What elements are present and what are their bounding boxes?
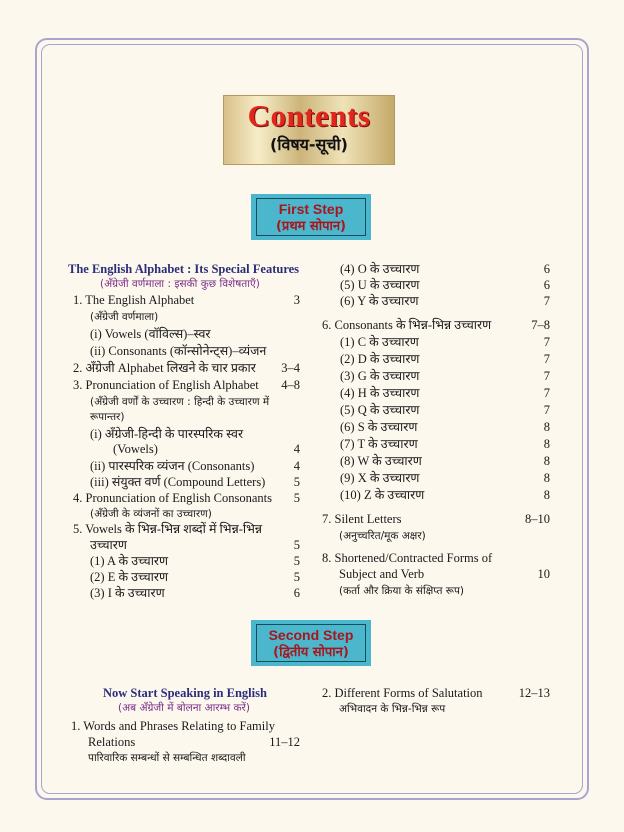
toc-entry: 2. Different Forms of Salutation <box>322 686 483 700</box>
toc-entry: 6. Consonants के भिन्न-भिन्न उच्चारण <box>322 318 492 332</box>
toc-subentry: (4) H के उच्चारण <box>340 386 420 400</box>
toc-subentry: (10) Z के उच्चारण <box>340 488 425 502</box>
toc-page: 8 <box>543 488 550 502</box>
toc-page: 8 <box>543 471 550 485</box>
contents-banner <box>223 95 395 165</box>
toc-entry: 7. Silent Letters <box>322 512 402 526</box>
toc-page: 7 <box>543 352 550 366</box>
section-heading-hi: (अँग्रेजी वर्णमाला : इसकी कुछ विशेषताएँ) <box>100 278 260 290</box>
toc-page: 7–8 <box>531 318 550 332</box>
toc-subentry: (7) T के उच्चारण <box>340 437 418 451</box>
toc-page: 5 <box>293 538 300 552</box>
toc-subentry: (3) I के उच्चारण <box>90 586 165 600</box>
toc-entry: 8. Shortened/Contracted Forms of <box>322 551 493 565</box>
toc-page: 6 <box>543 262 550 276</box>
toc-entry-hi: रूपान्तर) <box>90 411 125 423</box>
toc-page: 11–12 <box>269 735 300 749</box>
toc-page: 10 <box>537 567 550 581</box>
toc-subentry: (4) O के उच्चारण <box>340 262 420 276</box>
toc-entry-hi: पारिवारिक सम्बन्धों से सम्बन्धित शब्दावली <box>88 752 246 764</box>
second-step-box <box>251 620 371 666</box>
toc-subentry: (iii) संयुक्त वर्ण (Compound Letters) <box>90 475 266 489</box>
toc-page: 6 <box>543 278 550 292</box>
toc-subentry: (i) अँग्रेजी-हिन्दी के पारस्परिक स्वर <box>90 427 244 441</box>
toc-entry: 2. अँग्रेजी Alphabet लिखने के चार प्रकार <box>73 361 256 375</box>
toc-page: 6 <box>293 586 300 600</box>
toc-entry-hi: (कर्ता और क्रिया के संक्षिप्त रूप) <box>339 585 465 597</box>
toc-page: 7 <box>543 369 550 383</box>
section-heading: The English Alphabet : Its Special Features <box>68 262 300 276</box>
toc-page: 12–13 <box>518 686 550 700</box>
toc-entry: Subject and Verb <box>339 567 425 581</box>
toc-entry-hi: (अँग्रेजी के व्यंजनों का उच्चारण) <box>90 508 212 520</box>
toc-subentry: (3) G के उच्चारण <box>340 369 420 383</box>
toc-page: 7 <box>543 386 550 400</box>
contents-title: Contents <box>247 98 371 133</box>
toc-page: 3 <box>293 293 300 307</box>
toc-page: 5 <box>293 570 300 584</box>
toc-entry: उच्चारण <box>90 538 127 552</box>
toc-subentry: (5) Q के उच्चारण <box>340 403 420 417</box>
toc-subentry: (Vowels) <box>113 442 158 456</box>
toc-page: 8–10 <box>525 512 550 526</box>
section-heading: Now Start Speaking in English <box>103 686 267 700</box>
first-step-title-hi: (प्रथम सोपान) <box>275 219 346 234</box>
toc-page: 3–4 <box>281 361 300 375</box>
toc-subentry: (1) A के उच्चारण <box>90 554 169 568</box>
first-step-title: First Step <box>278 201 344 217</box>
second-step-title: Second Step <box>268 627 354 643</box>
toc-entry: 1. Words and Phrases Relating to Family <box>71 719 275 733</box>
toc-subentry: (2) E के उच्चारण <box>90 570 169 584</box>
toc-subentry: (6) S के उच्चारण <box>340 420 418 434</box>
toc-subentry: (9) X के उच्चारण <box>340 471 420 485</box>
toc-subentry: (ii) Consonants (कॉन्सोनेन्ट्स)–व्यंजन <box>90 344 267 358</box>
section-heading-hi: (अब अँग्रेजी में बोलना आरम्भ करें) <box>118 702 250 714</box>
toc-entry-hi: (अँग्रेजी वर्णों के उच्चारण : हिन्दी के उच्चारण में <box>90 396 270 408</box>
toc-subentry: (i) Vowels (वॉविल्स)–स्वर <box>90 327 211 341</box>
first-step-box <box>251 194 371 240</box>
toc-page: 8 <box>543 437 550 451</box>
toc-page: 5 <box>293 475 300 489</box>
second-step-title-hi: (द्वितीय सोपान) <box>273 645 349 660</box>
toc-entry: 3. Pronunciation of English Alphabet <box>73 378 259 392</box>
toc-page: 4 <box>293 459 300 473</box>
toc-subentry: (1) C के उच्चारण <box>340 335 419 349</box>
toc-entry-hi: (अनुच्चरित/मूक अक्षर) <box>339 530 426 542</box>
toc-page: 5 <box>293 491 300 505</box>
toc-page: 5 <box>293 554 300 568</box>
toc-page: 4–8 <box>281 378 300 392</box>
toc-entry: 4. Pronunciation of English Consonants <box>73 491 272 505</box>
toc-subentry: (5) U के उच्चारण <box>340 278 420 292</box>
toc-entry: 5. Vowels के भिन्न-भिन्न शब्दों में भिन्न-भिन्न <box>73 522 263 536</box>
toc-page: 7 <box>543 294 550 308</box>
toc-entry-hi: अभिवादन के भिन्न-भिन्न रूप <box>339 703 446 715</box>
toc-subentry: (ii) पारस्परिक व्यंजन (Consonants) <box>90 459 255 473</box>
toc-subentry: (6) Y के उच्चारण <box>340 294 419 308</box>
toc-page: 8 <box>543 420 550 434</box>
toc-entry: Relations <box>88 735 136 749</box>
toc-entry: 1. The English Alphabet <box>73 293 195 307</box>
toc-page: 8 <box>543 454 550 468</box>
toc-page: 7 <box>543 403 550 417</box>
toc-entry-hi: (अँग्रेजी वर्णमाला) <box>90 311 159 323</box>
toc-subentry: (2) D के उच्चारण <box>340 352 420 366</box>
toc-page: 7 <box>543 335 550 349</box>
toc-subentry: (8) W के उच्चारण <box>340 454 422 468</box>
contents-subtitle: (विषय-सूची) <box>270 135 348 154</box>
toc-page: 4 <box>293 442 300 456</box>
